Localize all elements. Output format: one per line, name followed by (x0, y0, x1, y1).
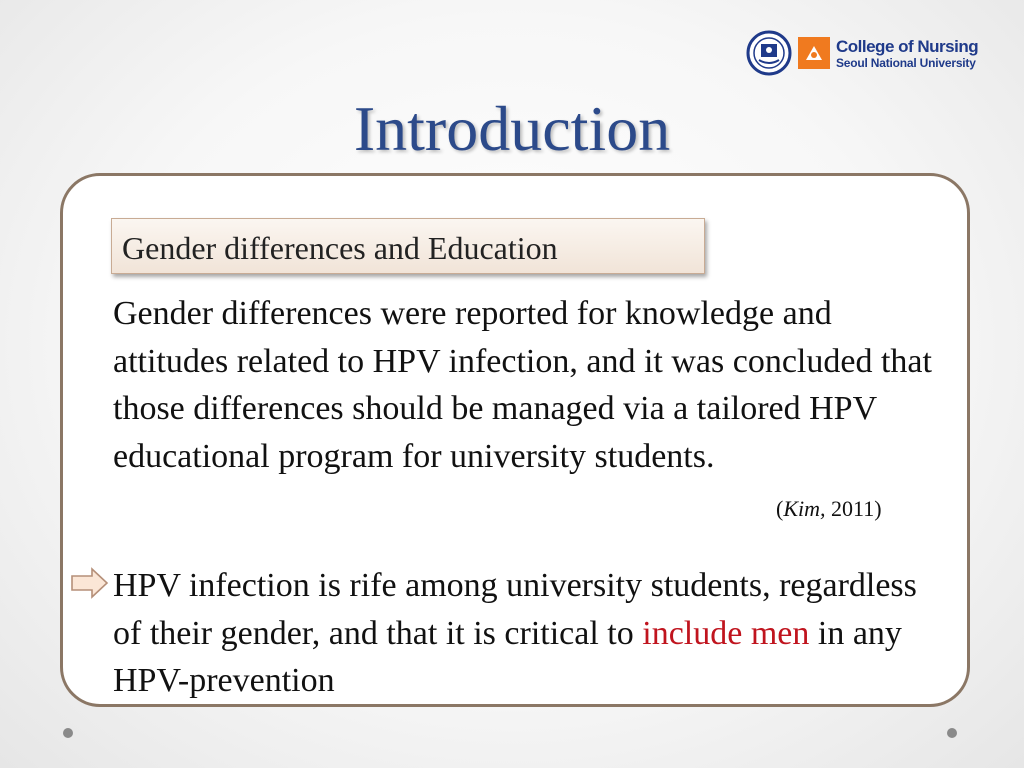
conclusion-text-part2: in any HPV-prevention (113, 614, 902, 699)
logo-text (836, 38, 978, 69)
university-seal-icon (746, 30, 792, 76)
citation-open: ( (776, 496, 784, 521)
section-label: Gender differences and Education (111, 218, 705, 274)
gender-differences-paragraph: Gender differences were reported for knowledge and attitudes related to HPV infection, and it was concluded that those differences should be managed via a tailored HPV educational program for university students. (113, 295, 932, 475)
content-box (60, 173, 970, 707)
decorative-dot-left (63, 728, 73, 738)
college-logo (746, 30, 978, 76)
arrow-right-icon (70, 566, 110, 600)
citation-close: ) (874, 496, 882, 521)
conclusion-paragraph (113, 562, 933, 705)
conclusion-text-part1: HPV infection is rife among university students, regardless of their gender, and that it is critical to (113, 567, 917, 652)
citation-year: 2011 (831, 496, 875, 521)
logo-college-name: College of Nursing (836, 36, 979, 56)
slide-title: Introduction (353, 93, 671, 164)
decorative-dot-right (947, 728, 957, 738)
nursing-lamp-icon (798, 37, 830, 69)
highlight-include-men: include men (642, 614, 810, 652)
citation-author: Kim, (783, 496, 826, 521)
citation (776, 496, 882, 522)
logo-university-name: Seoul National University (836, 55, 976, 70)
